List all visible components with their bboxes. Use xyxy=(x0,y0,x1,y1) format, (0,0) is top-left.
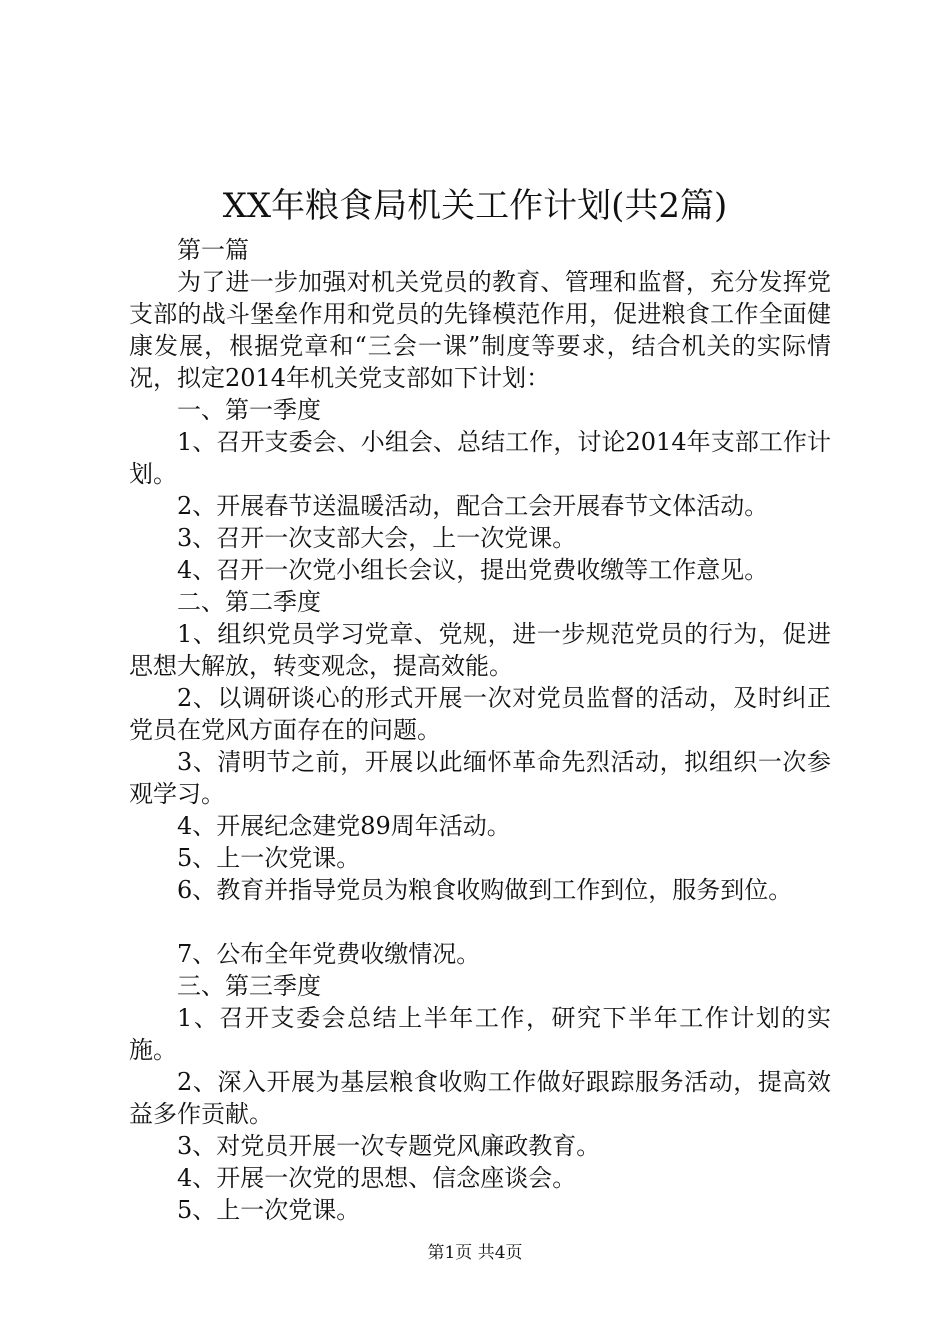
list-item: 1、召开支委会、小组会、总结工作，讨论2014年支部工作计划。 xyxy=(129,428,831,488)
list-item: 2、以调研谈心的形式开展一次对党员监督的活动，及时纠正党员在党风方面存在的问题。 xyxy=(129,684,831,744)
list-item: 7、公布全年党费收缴情况。 xyxy=(177,940,481,968)
list-item: 2、深入开展为基层粮食收购工作做好跟踪服务活动，提高效益多作贡献。 xyxy=(129,1068,831,1128)
page-footer: 第1页 共4页 xyxy=(427,1243,523,1263)
list-item: 5、上一次党课。 xyxy=(177,1196,361,1224)
list-item: 5、上一次党课。 xyxy=(177,844,361,872)
list-item: 1、召开支委会总结上半年工作，研究下半年工作计划的实施。 xyxy=(129,1004,831,1064)
quarter-heading-q3: 三、第三季度 xyxy=(177,972,321,1000)
list-item: 2、开展春节送温暖活动，配合工会开展春节文体活动。 xyxy=(177,492,769,520)
list-item: 6、教育并指导党员为粮食收购做到工作到位，服务到位。 xyxy=(177,876,793,904)
list-item: 3、召开一次支部大会，上一次党课。 xyxy=(177,524,577,552)
intro-paragraph: 为了进一步加强对机关党员的教育、管理和监督，充分发挥党支部的战斗堡垒作用和党员的先锋模范作用，促进粮食工作全面健康发展，根据党章和“三会一课”制度等要求，结合机关的实际情况，拟定2014年机关党支部如下计划： xyxy=(129,268,831,392)
list-item: 4、开展一次党的思想、信念座谈会。 xyxy=(177,1164,577,1192)
list-item: 4、召开一次党小组长会议，提出党费收缴等工作意见。 xyxy=(177,556,769,584)
quarter-heading-q2: 二、第二季度 xyxy=(177,588,321,616)
section-heading-part-one: 第一篇 xyxy=(177,236,249,264)
document-title: XX年粮食局机关工作计划(共2篇) xyxy=(222,186,728,226)
quarter-heading-q1: 一、第一季度 xyxy=(177,396,321,424)
list-item: 1、组织党员学习党章、党规，进一步规范党员的行为，促进思想大解放，转变观念，提高效能。 xyxy=(129,620,831,680)
list-item: 3、对党员开展一次专题党风廉政教育。 xyxy=(177,1132,601,1160)
list-item: 4、开展纪念建党89周年活动。 xyxy=(177,812,511,840)
document-body xyxy=(129,234,831,1226)
list-item: 3、清明节之前，开展以此缅怀革命先烈活动，拟组织一次参观学习。 xyxy=(129,748,831,808)
